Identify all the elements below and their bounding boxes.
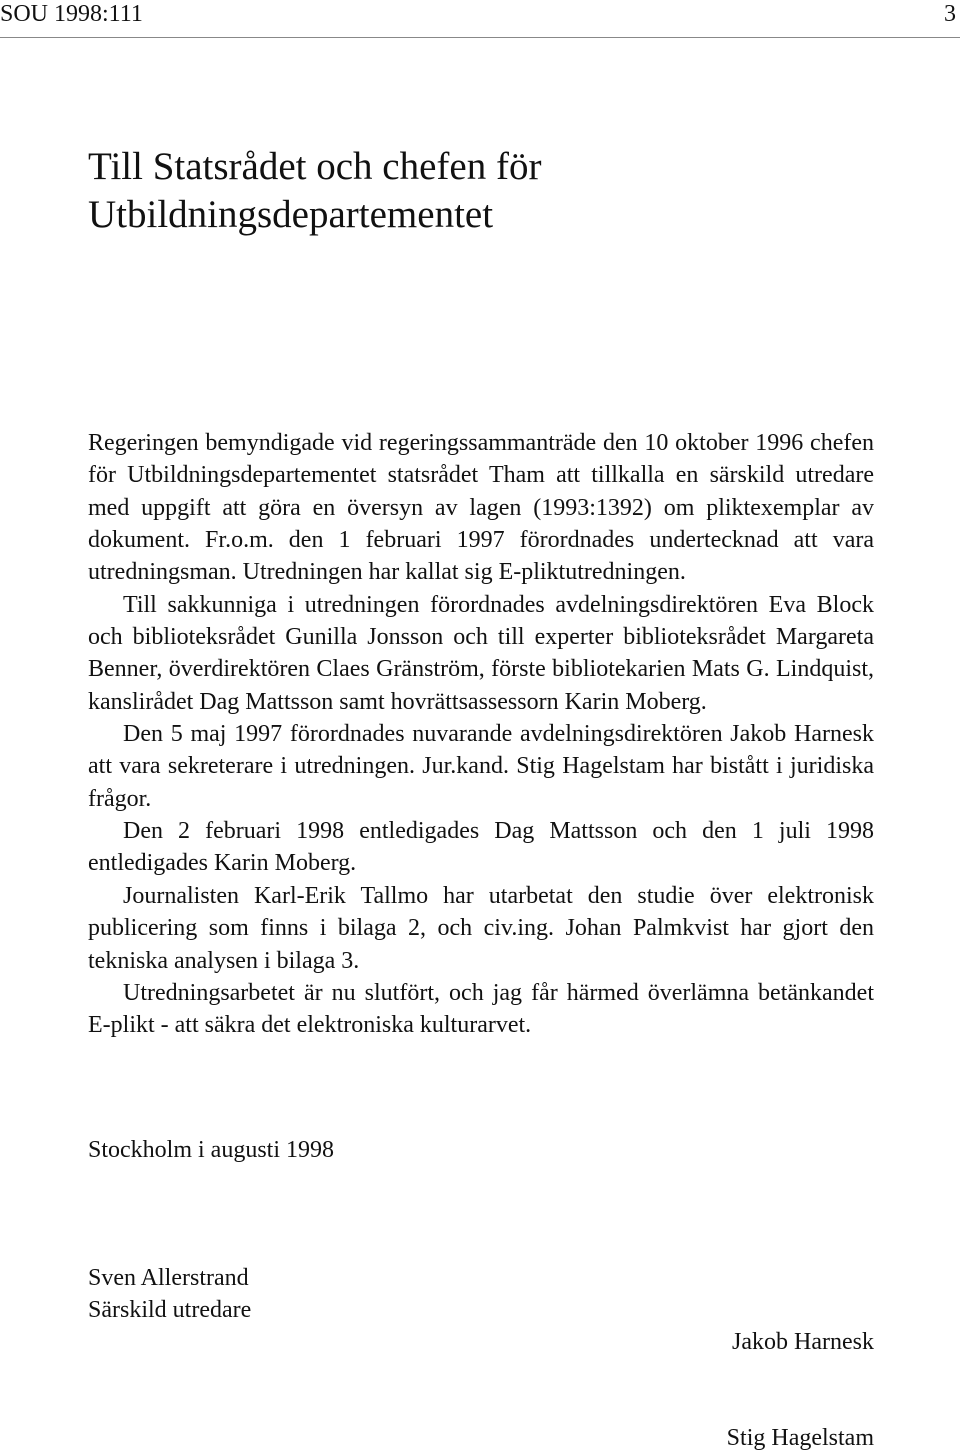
page-header — [0, 0, 960, 38]
place-and-date: Stockholm i augusti 1998 — [88, 1137, 334, 1163]
document-series-label: SOU 1998:111 — [0, 1, 143, 27]
body-text — [88, 427, 874, 1042]
paragraph-6: Utredningsarbetet är nu slutfört, och jag får härmed överlämna betänkandet E-plikt - att säkra det elektroniska kulturarvet. — [88, 979, 874, 1039]
signatory-name: Sven Allerstrand — [88, 1265, 249, 1291]
paragraph-5: Journalisten Karl-Erik Tallmo har utarbetat den studie över elektronisk publicering som finns i bilaga 2, och civ.ing. Johan Palmkvist har gjort den tekniska analysen i bilaga 3. — [88, 882, 874, 974]
title-line-2: Utbildningsdepartementet — [88, 193, 494, 236]
title-line-1: Till Statsrådet och chefen för — [88, 145, 542, 188]
signatory-role: Särskild utredare — [88, 1297, 252, 1323]
page-title — [88, 143, 888, 239]
page-number: 3 — [944, 1, 956, 27]
signatory-hagelstam: Stig Hagelstam — [726, 1425, 874, 1451]
header-divider — [0, 37, 960, 38]
signature-block-allerstrand — [88, 1262, 251, 1326]
signatory-harnesk: Jakob Harnesk — [732, 1329, 874, 1355]
paragraph-4: Den 2 februari 1998 entledigades Dag Mattsson och den 1 juli 1998 entledigades Karin Moberg. — [88, 818, 874, 877]
paragraph-2: Till sakkunniga i utredningen förordnades avdelningsdirektören Eva Block och biblioteksrådet Gunilla Jonsson och till experter biblioteksrådet Margareta Benner, överdirektören Claes Gränström, förste bibliotekarien Mats G. Lindquist, kanslirådet Dag Mattsson samt hovrättsassessorn Karin Moberg. — [88, 591, 874, 715]
paragraph-3: Den 5 maj 1997 förordnades nuvarande avdelningsdirektören Jakob Harnesk att vara sekreterare i utredningen. Jur.kand. Stig Hagelstam har bistått i juridiska frågor. — [88, 721, 874, 812]
paragraph-1: Regeringen bemyndigade vid regeringssammanträde den 10 oktober 1996 chefen för Utbildningsdepartementet statsrådet Tham att tillkalla en särskild utredare med uppgift att göra en översyn av lagen (1993:1392) om pliktexemplar av dokument. Fr.o.m. den 1 februari 1997 förordnades undertecknad att vara utredningsman. Utredningen har kallat sig E-pliktutredningen. — [88, 430, 874, 586]
